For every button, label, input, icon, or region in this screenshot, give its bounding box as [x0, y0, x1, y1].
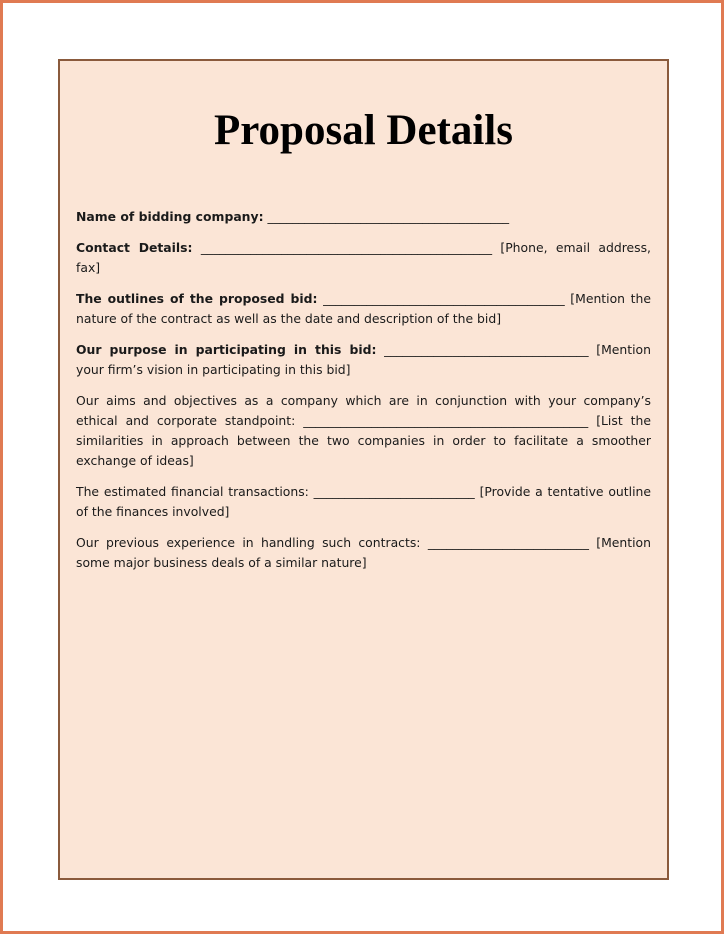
- field-label: Our purpose in participating in this bid:: [76, 342, 377, 357]
- field-label: Our previous experience in handling such contracts:: [76, 535, 421, 550]
- field-note: [Provide a tentative outline of the finances involved]: [76, 484, 651, 519]
- fill-in-blank: ______________________________________________: [303, 413, 589, 428]
- field-note: [List the similarities in approach between the two companies in order to facilitate a smoother exchange of ideas]: [76, 413, 651, 468]
- fill-in-blank: __________________________: [427, 535, 589, 550]
- field-label: Our aims and objectives as a company which are in conjunction with your company’s ethical and corporate standpoint:: [76, 393, 651, 428]
- field-note: [Phone, email address, fax]: [76, 240, 651, 275]
- page-title: Proposal Details: [213, 107, 513, 154]
- field-note: [Mention your firm’s vision in participating in this bid]: [76, 342, 651, 377]
- field-financial-transactions: [76, 482, 651, 522]
- document-body: [76, 207, 651, 584]
- field-note: [Mention some major business deals of a similar nature]: [76, 535, 651, 570]
- field-previous-experience: [76, 533, 651, 573]
- field-label: The estimated financial transactions:: [76, 484, 309, 499]
- field-proposed-bid-outline: [76, 289, 651, 329]
- fill-in-blank: _______________________________________: [323, 291, 565, 306]
- field-bidding-company: [76, 207, 651, 227]
- fill-in-blank: _______________________________________: [267, 209, 510, 224]
- field-purpose: [76, 340, 651, 380]
- field-note: [Mention the nature of the contract as well as the date and description of the bid]: [76, 291, 651, 326]
- document-page: [58, 59, 669, 880]
- field-aims-objectives: [76, 391, 651, 471]
- fill-in-blank: _______________________________________________: [200, 240, 493, 255]
- field-label: The outlines of the proposed bid:: [76, 291, 318, 306]
- field-contact-details: [76, 238, 651, 278]
- field-label: Contact Details:: [76, 240, 193, 255]
- fill-in-blank: __________________________: [313, 484, 475, 499]
- field-label: Name of bidding company:: [76, 209, 264, 224]
- fill-in-blank: _________________________________: [384, 342, 589, 357]
